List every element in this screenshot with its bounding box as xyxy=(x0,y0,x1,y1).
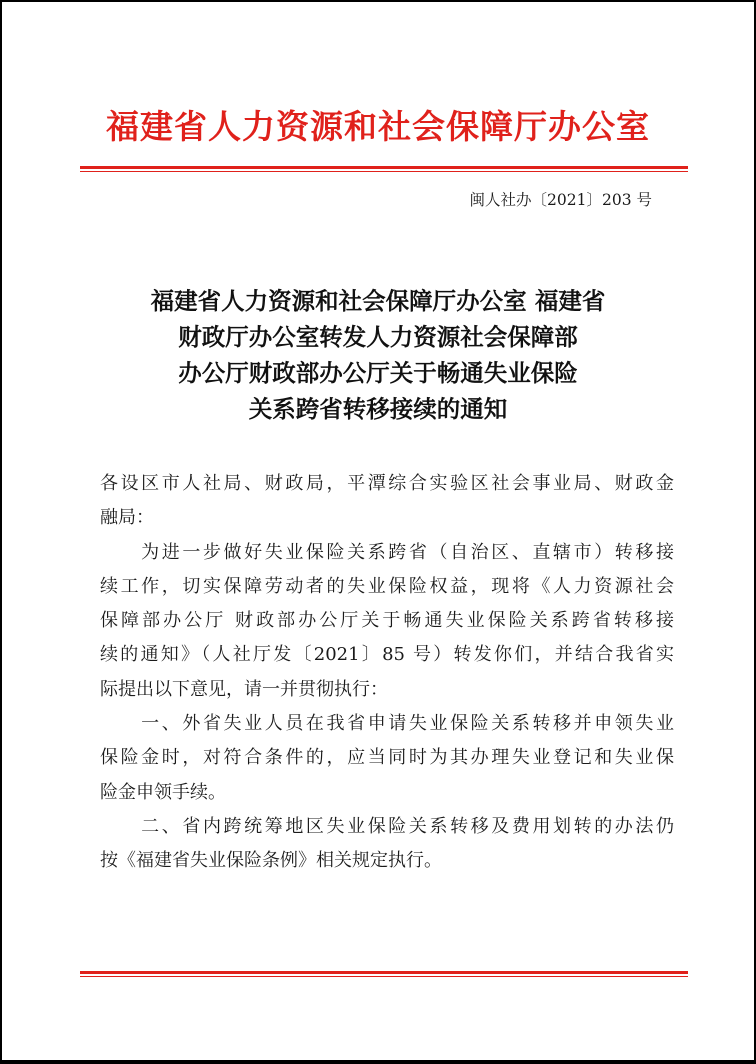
item-two-line: 二、省内跨统筹地区失业保险关系转移及费用划转的办法仍 xyxy=(100,815,674,837)
document-number: 闽人社办〔2021〕203 号 xyxy=(469,191,652,209)
addressee-line: 融局： xyxy=(100,507,154,529)
item-one-line: 一、外省失业人员在我省申请失业保险关系转移并申领失业 xyxy=(100,713,674,735)
document-body xyxy=(100,467,674,879)
document-title xyxy=(2,283,754,427)
document-page xyxy=(2,2,754,1060)
footer-red-rule xyxy=(80,971,688,977)
item-two-line: 按《福建省失业保险条例》相关规定执行。 xyxy=(100,850,442,872)
title-line: 关系跨省转移接续的通知 xyxy=(248,395,508,423)
title-line: 福建省人力资源和社会保障厅办公室 福建省 xyxy=(150,287,606,315)
title-line: 办公厅财政部办公厅关于畅通失业保险 xyxy=(178,359,578,387)
intro-paragraph-line: 续的通知》（人社厅发〔2021〕85 号）转发你们，并结合我省实 xyxy=(100,644,674,666)
header-red-rule xyxy=(80,166,688,172)
title-line: 财政厅办公室转发人力资源社会保障部 xyxy=(178,323,578,351)
intro-paragraph-line: 保障部办公厅 财政部办公厅关于畅通失业保险关系跨省转移接 xyxy=(100,610,674,632)
item-one-line: 险金申领手续。 xyxy=(100,781,226,803)
intro-paragraph-line: 续工作，切实保障劳动者的失业保险权益，现将《人力资源社会 xyxy=(100,575,674,597)
addressee-line: 各设区市人社局、财政局，平潭综合实验区社会事业局、财政金 xyxy=(100,473,674,494)
item-one-line: 保险金时，对符合条件的，应当同时为其办理失业登记和失业保 xyxy=(100,747,674,769)
intro-paragraph-line: 为进一步做好失业保险关系跨省（自治区、直辖市）转移接 xyxy=(100,541,674,563)
intro-paragraph-line: 际提出以下意见，请一并贯彻执行： xyxy=(100,678,388,700)
issuing-org-header: 福建省人力资源和社会保障厅办公室 xyxy=(106,107,650,146)
